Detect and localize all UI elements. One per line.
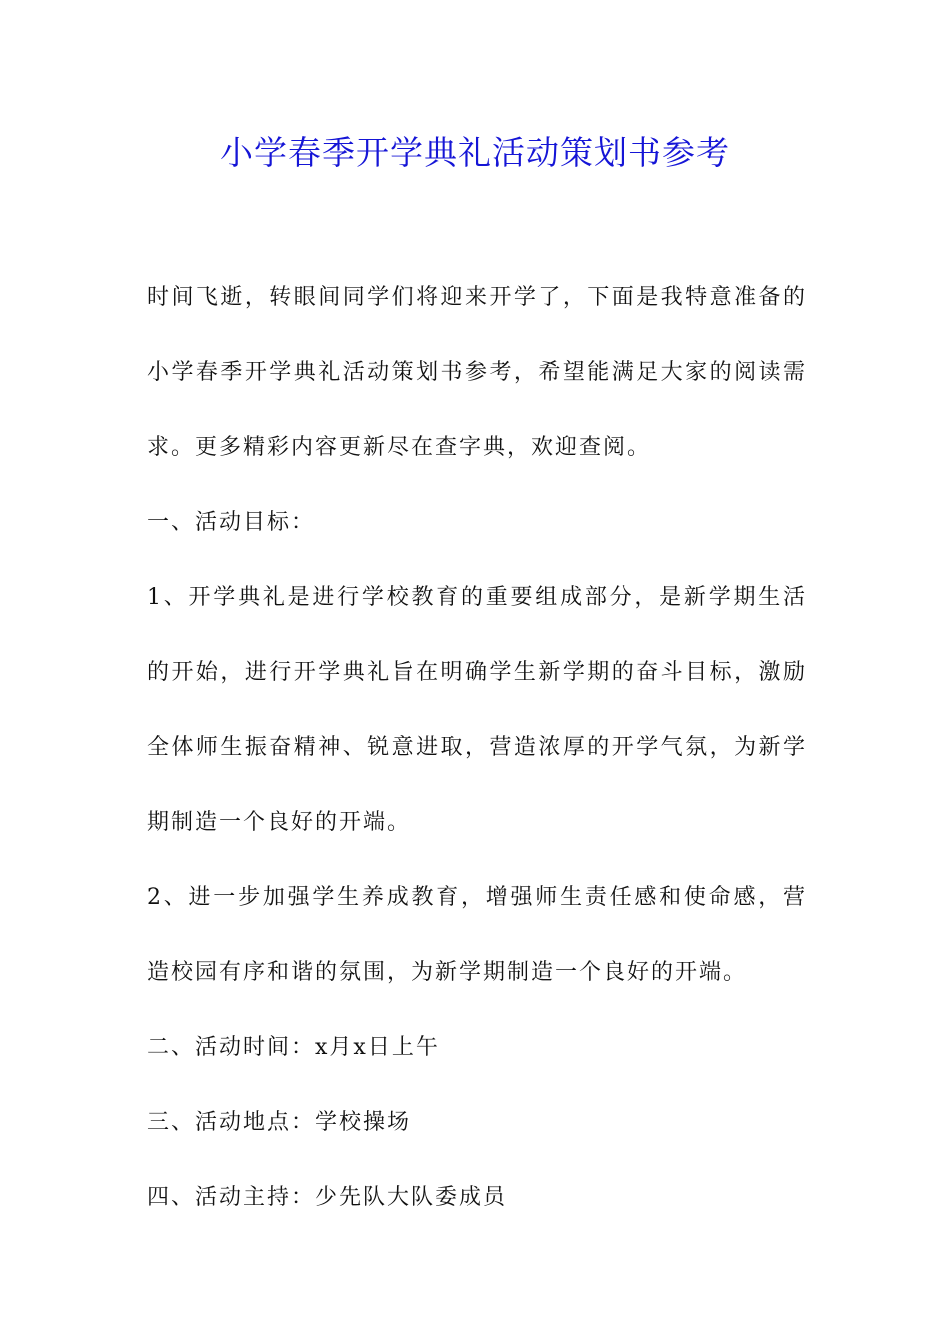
section-activity-time: 二、活动时间：x月x日上午 (147, 1035, 440, 1060)
section-activity-host: 四、活动主持：少先队大队委成员 (147, 1185, 508, 1210)
document-body (147, 260, 807, 1235)
section-activity-location: 三、活动地点：学校操场 (147, 1110, 412, 1135)
goal-item-2: 2、进一步加强学生养成教育，增强师生责任感和使命感，营造校园有序和谐的氛围，为新学期制造一个良好的开端。 (147, 885, 807, 985)
paragraph-intro: 时间飞逝，转眼间同学们将迎来开学了，下面是我特意准备的小学春季开学典礼活动策划书参考，希望能满足大家的阅读需求。更多精彩内容更新尽在查字典，欢迎查阅。 (147, 285, 807, 460)
goal-item-1: 1、开学典礼是进行学校教育的重要组成部分，是新学期生活的开始，进行开学典礼旨在明确学生新学期的奋斗目标，激励全体师生振奋精神、锐意进取，营造浓厚的开学气氛，为新学期制造一个良好的开端。 (147, 585, 807, 835)
section-heading-goals: 一、活动目标： (147, 510, 316, 535)
document-title: 小学春季开学典礼活动策划书参考 (220, 133, 730, 172)
